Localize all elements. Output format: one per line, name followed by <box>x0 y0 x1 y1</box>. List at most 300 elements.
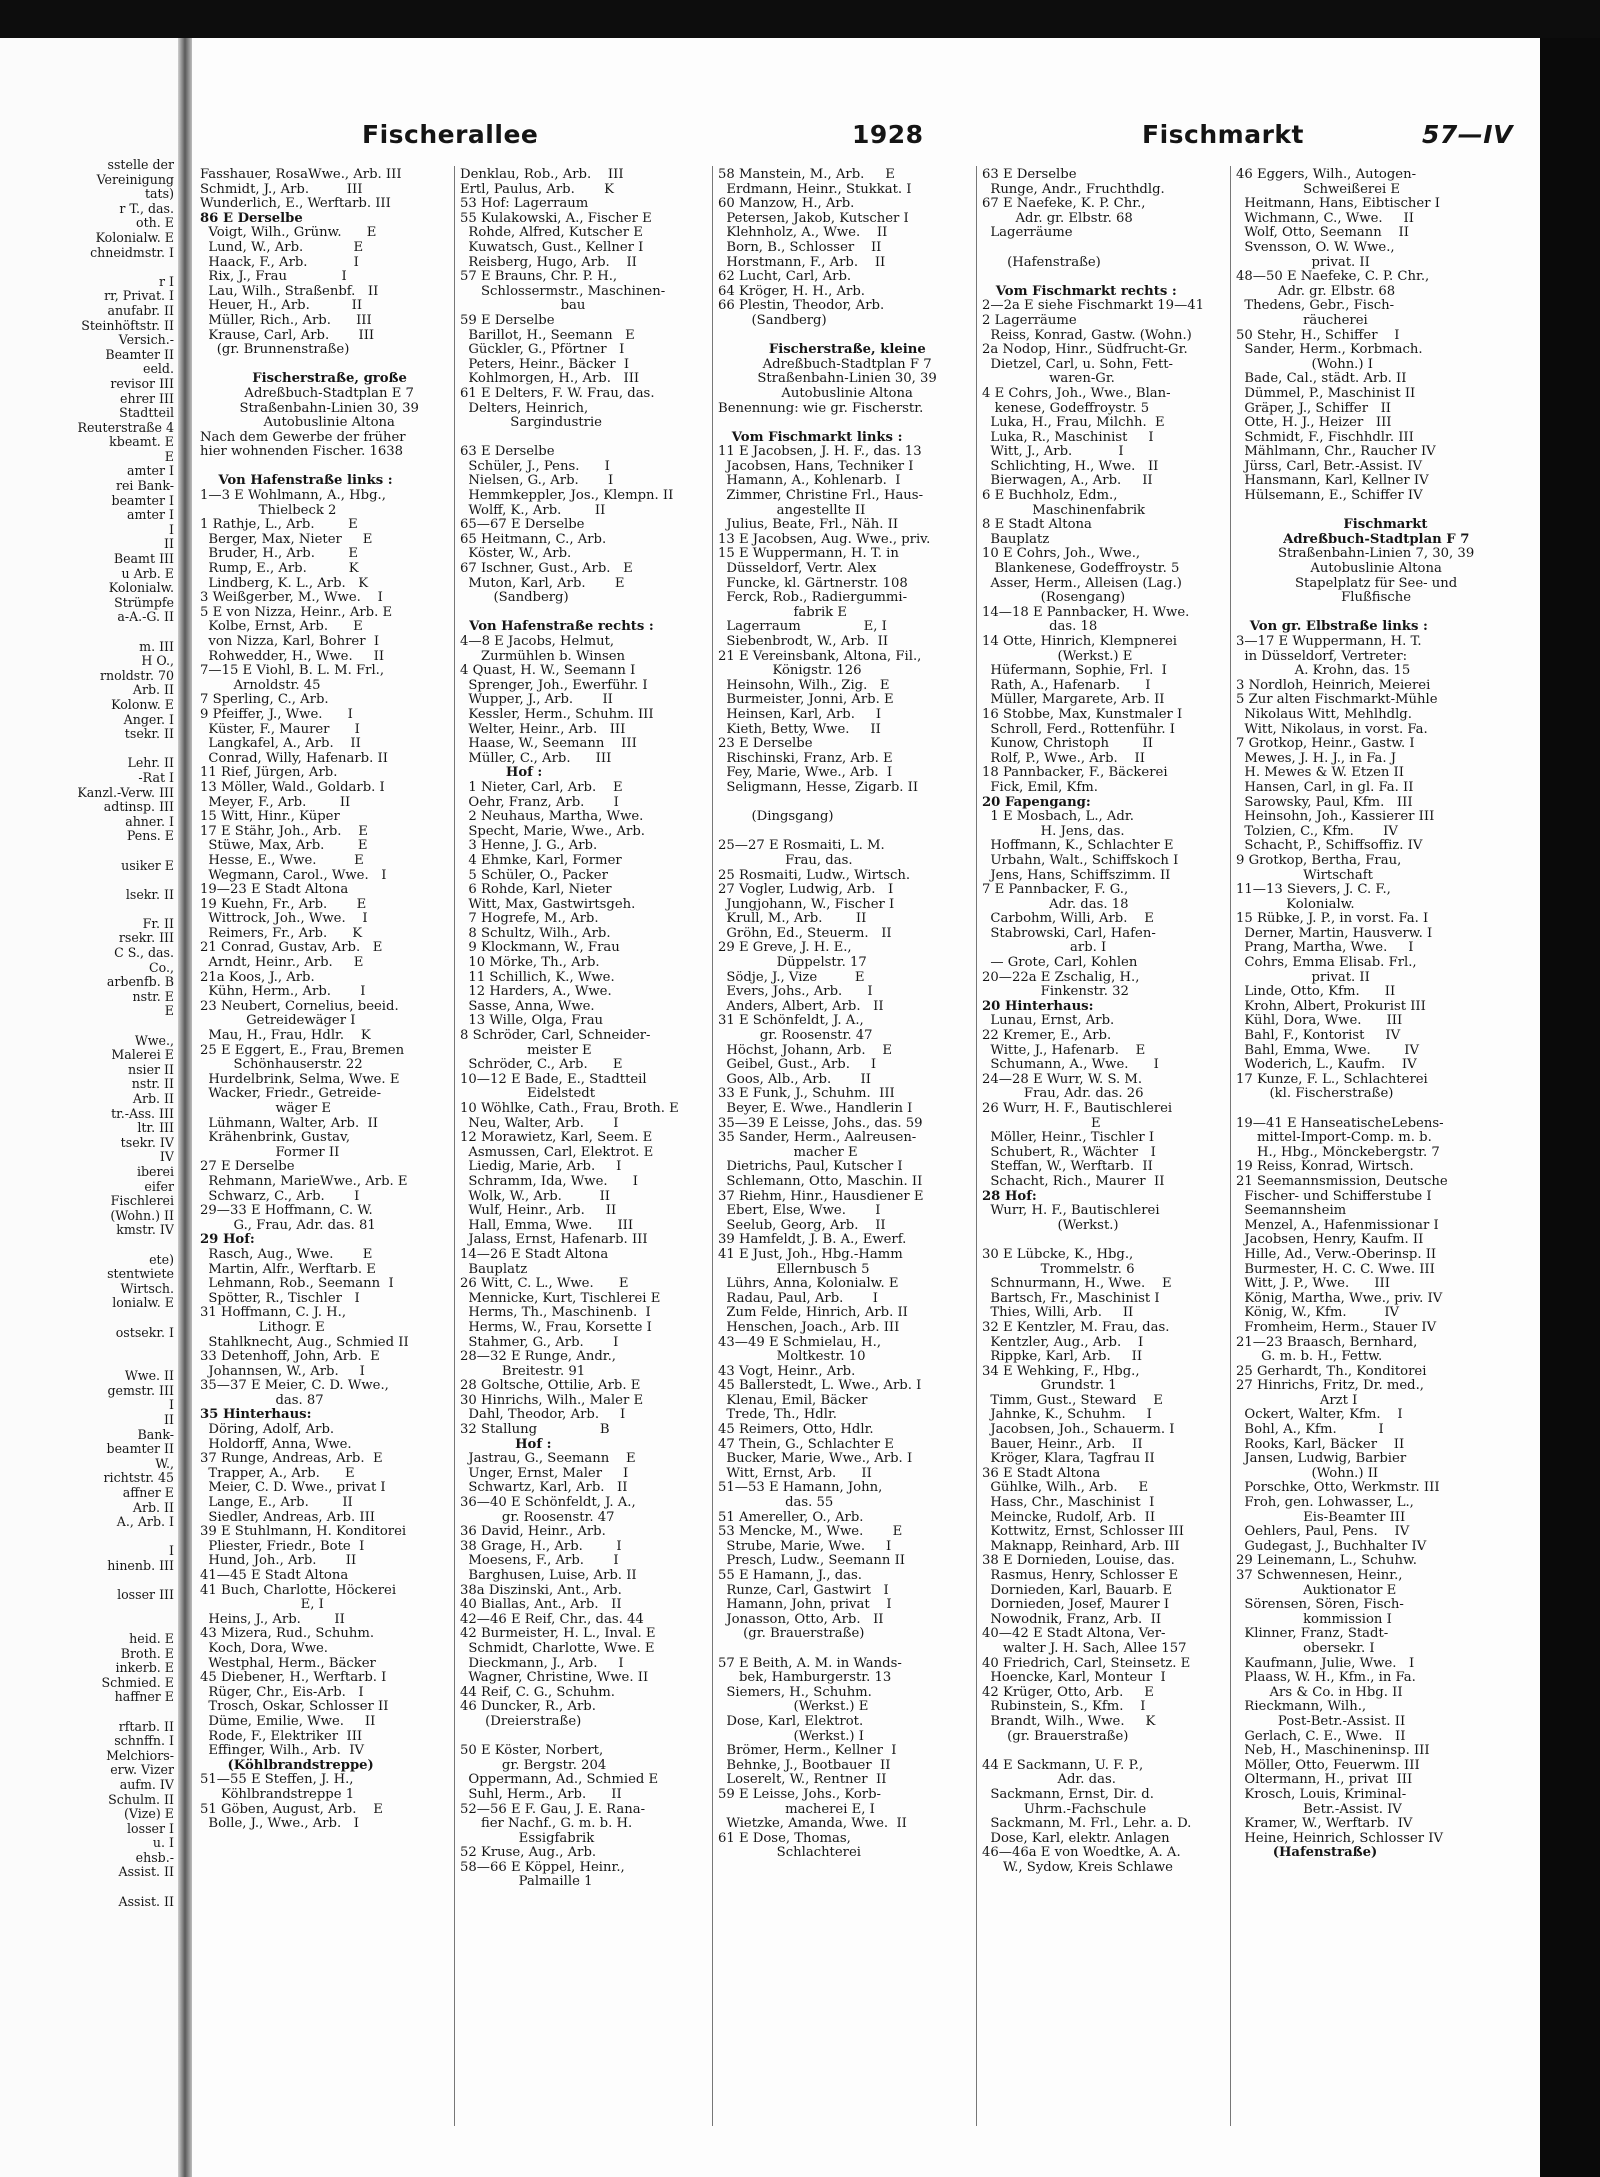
previous-page-fragment: nstr. E <box>132 988 174 1004</box>
directory-entry-line: Jahnke, K., Schuhm. I <box>982 1407 1152 1423</box>
directory-entry-line: Gröhn, Ed., Steuerm. II <box>718 925 892 941</box>
directory-entry-line: Steffan, W., Werftarb. II <box>982 1159 1153 1175</box>
previous-page-fragment: rei Bank- <box>115 478 174 494</box>
directory-entry-line: 53 Hof: Lagerraum <box>460 196 589 212</box>
directory-entry-line: 39 E Stuhlmann, H. Konditorei <box>200 1524 407 1540</box>
directory-column-2 <box>460 168 708 1890</box>
directory-entry-line: 61 E Delters, F. W. Frau, das. <box>460 385 655 401</box>
directory-entry-line: Ellernbusch 5 <box>718 1261 870 1277</box>
previous-page-fragment: Malerei E <box>111 1047 174 1063</box>
directory-entry-line: Brömer, Herm., Kellner I <box>718 1743 897 1759</box>
directory-entry-line: Wolk, W., Arb. II <box>460 1188 611 1204</box>
directory-entry-line: 46—46a E von Woedtke, A. A. <box>982 1845 1181 1861</box>
previous-page-fragment: ostsekr. I <box>115 1324 174 1340</box>
directory-entry-line <box>718 329 972 344</box>
previous-page-fragment: affner E <box>122 1485 174 1501</box>
directory-entry-line: Schlichting, H., Wwe. II <box>982 458 1159 474</box>
previous-page-fragment <box>4 1880 174 1895</box>
directory-entry-line: Vom Fischmarkt links : <box>718 429 903 445</box>
directory-entry-line: Presch, Ludw., Seemann II <box>718 1553 905 1569</box>
directory-entry-line: Petersen, Jakob, Kutscher I <box>718 210 909 226</box>
previous-page-fragment: Wwe. II <box>124 1368 174 1384</box>
previous-page-fragment <box>4 873 174 888</box>
directory-entry-line: Asser, Herm., Alleisen (Lag.) <box>982 575 1182 591</box>
previous-page-fragment: IV <box>159 1149 174 1165</box>
previous-page-fragment: rr, Privat. I <box>104 288 174 304</box>
previous-page-fragment: tr.-Ass. III <box>111 1105 174 1121</box>
directory-entry-line: Lund, W., Arb. E <box>200 239 364 255</box>
directory-entry-line <box>200 460 450 475</box>
previous-page-fragment: A., Arb. I <box>116 1514 174 1530</box>
directory-entry-line: Seelub, Georg, Arb. II <box>718 1217 886 1233</box>
previous-page-fragment <box>4 1238 174 1253</box>
directory-entry-line: Mählmann, Chr., Raucher IV <box>1236 444 1436 460</box>
directory-entry-line: 45 Diebener, H., Werftarb. I <box>200 1670 387 1686</box>
previous-page-fragment <box>4 1705 174 1720</box>
directory-entry-line: Schwarz, C., Arb. I <box>200 1188 360 1204</box>
previous-page-fragment: inkerb. E <box>115 1660 174 1676</box>
directory-entry-line: Oehlers, Paul, Pens. IV <box>1236 1524 1410 1540</box>
header-page-number: 57—IV <box>1422 120 1513 149</box>
directory-entry-line: Post-Betr.-Assist. II <box>1236 1713 1406 1729</box>
directory-entry-line: Dietrichs, Paul, Kutscher I <box>718 1159 903 1175</box>
directory-entry-line: Ertl, Paulus, Arb. K <box>460 181 614 197</box>
directory-entry-line: Dose, Karl, Elektrot. <box>718 1713 864 1729</box>
directory-entry-line: 13 Möller, Wald., Goldarb. I <box>200 779 385 795</box>
directory-entry-line: 17 Kunze, F. L., Schlachterei <box>1236 1071 1428 1087</box>
directory-entry-line: Lithogr. E <box>200 1319 325 1335</box>
directory-entry-line: Müller, C., Arb. III <box>460 750 612 766</box>
previous-page-fragment: Broth. E <box>120 1645 174 1661</box>
directory-entry-line: Schroll, Ferd., Rottenführ. I <box>982 721 1175 737</box>
previous-page-fragment: revisor III <box>110 375 174 391</box>
directory-entry-line: Westphal, Herm., Bäcker <box>200 1655 376 1671</box>
directory-entry-line: Fischer- und Schifferstube I <box>1236 1188 1432 1204</box>
previous-page-fragment: Fr. II <box>142 915 174 931</box>
previous-page-fragment: Wwe., <box>134 1032 174 1048</box>
directory-entry-line: 10—12 E Bade, E., Stadtteil <box>460 1071 647 1087</box>
directory-entry-line: Luka, H., Frau, Milchh. E <box>982 415 1165 431</box>
previous-page-fragment: m. III <box>139 638 174 654</box>
directory-entry-line: Stüwe, Max, Arb. E <box>200 838 368 854</box>
directory-entry-line: Luka, R., Maschinist I <box>982 429 1154 445</box>
previous-page-fragment: eeld. <box>143 361 174 377</box>
column-rule <box>712 166 713 2126</box>
directory-entry-line: (Werkst.) I <box>718 1728 864 1744</box>
directory-entry-line: Froh, gen. Lohwasser, L., <box>1236 1495 1414 1511</box>
directory-entry-line: Runge, Andr., Fruchthdlg. <box>982 181 1165 197</box>
directory-entry-line: 36 E Stadt Altona <box>982 1465 1101 1481</box>
directory-entry-line: 21 Conrad, Gustav, Arb. E <box>200 940 383 956</box>
directory-entry-line: (Köhlbrandstreppe) <box>200 1757 374 1773</box>
directory-entry-line: Suhl, Herm., Arb. II <box>460 1786 622 1802</box>
directory-entry-line: 11 Rief, Jürgen, Arb. <box>200 765 338 781</box>
directory-entry-line: 23 E Derselbe <box>718 736 813 752</box>
directory-entry-line: Rohde, Alfred, Kutscher E <box>460 225 643 241</box>
directory-entry-line: 63 E Derselbe <box>982 168 1077 182</box>
previous-page-fragment <box>4 902 174 917</box>
directory-entry-line: Plaass, W. H., Kfm., in Fa. <box>1236 1670 1416 1686</box>
directory-entry-line: Köster, W., Arb. <box>460 546 572 562</box>
previous-page-fragment: Schulm. II <box>108 1791 174 1807</box>
directory-entry-line: Haack, F., Arb. I <box>200 254 359 270</box>
directory-entry-line: Dornieden, Josef, Maurer I <box>982 1597 1170 1613</box>
previous-page-fragment: ehrer III <box>120 390 174 406</box>
previous-page-fragment: II <box>164 536 174 552</box>
directory-entry-line: 86 E Derselbe <box>200 210 303 226</box>
directory-entry-line: Döring, Adolf, Arb. <box>200 1422 335 1438</box>
directory-entry-line: Wupper, J., Arb. II <box>460 692 613 708</box>
directory-entry-line: (Hafenstraße) <box>1236 1845 1378 1861</box>
previous-page-fragment: nstr. II <box>131 1076 174 1092</box>
directory-entry-line: Kolbe, Ernst, Arb. E <box>200 619 363 635</box>
directory-entry-line: Wittrock, Joh., Wwe. I <box>200 911 368 927</box>
directory-entry-line: 21 Seemannsmission, Deutsche <box>1236 1173 1448 1189</box>
directory-entry-line: Von gr. Elbstraße links : <box>1236 619 1428 635</box>
previous-page-fragment: gemstr. III <box>107 1382 174 1398</box>
directory-entry-line: Fischerstraße, große <box>243 371 407 387</box>
directory-entry-line: Liedig, Marie, Arb. I <box>460 1159 622 1175</box>
previous-page-fragment: Kolonw. E <box>111 696 174 712</box>
directory-entry-line: 21—23 Braasch, Bernhard, <box>1236 1334 1418 1350</box>
previous-page-fragment: Lehr. II <box>127 755 174 771</box>
directory-entry-line: Fick, Emil, Kfm. <box>982 779 1098 795</box>
directory-entry-line: Geibel, Gust., Arb. I <box>718 1057 877 1073</box>
directory-entry-line: Fischerstraße, kleine <box>764 342 926 358</box>
directory-entry-line: 32 Stallung B <box>460 1422 610 1438</box>
directory-entry-line: Klinner, Franz, Stadt- <box>1236 1626 1389 1642</box>
directory-entry-line: Königstr. 126 <box>718 663 862 679</box>
directory-entry-line: 57 E Brauns, Chr. P. H., <box>460 269 618 285</box>
directory-entry-line: Svensson, O. W. Wwe., <box>1236 239 1395 255</box>
directory-entry-line: Trommelstr. 6 <box>982 1261 1135 1277</box>
directory-entry-line: Kessler, Herm., Schuhm. III <box>460 706 654 722</box>
directory-entry-line: Born, B., Schlosser II <box>718 239 882 255</box>
directory-entry-line: Moesens, F., Arb. I <box>460 1553 619 1569</box>
directory-entry-line: 8 Schultz, Wilh., Arb. <box>460 925 611 941</box>
directory-entry-line: 2a Nodop, Hinr., Südfrucht-Gr. <box>982 342 1188 358</box>
directory-entry-line: Köhlbrandstreppe 1 <box>200 1786 355 1802</box>
directory-entry-line: Kolonialw. <box>1236 896 1355 912</box>
directory-entry-line: 19—41 E HanseatischeLebens- <box>1236 1115 1444 1131</box>
directory-entry-line: Dietzel, Carl, u. Sohn, Fett- <box>982 356 1173 372</box>
directory-entry-line: das. 55 <box>718 1495 834 1511</box>
directory-entry-line: Schumann, A., Wwe. I <box>982 1057 1159 1073</box>
directory-entry-line: 4—8 E Jacobs, Helmut, <box>460 634 615 649</box>
directory-entry-line: 21 E Vereinsbank, Altona, Fil., <box>718 648 922 664</box>
directory-entry-line: 30 E Lübcke, K., Hbg., <box>982 1246 1134 1262</box>
directory-column-3 <box>718 168 972 1861</box>
previous-page-fragment: Pens. E <box>126 828 174 844</box>
directory-entry-line: 14 Otte, Hinrich, Klempnerei <box>982 634 1178 649</box>
directory-entry-line: H., Hbg., Mönckebergstr. 7 <box>1236 1144 1440 1160</box>
directory-entry-line: Menzel, A., Hafenmissionar I <box>1236 1217 1439 1233</box>
directory-entry-line: von Nizza, Karl, Bohrer I <box>200 634 380 649</box>
previous-page-fragment <box>4 625 174 640</box>
directory-entry-line: 29 Leinemann, L., Schuhw. <box>1236 1553 1417 1569</box>
directory-entry-line: 47 Thein, G., Schlachter E <box>718 1436 894 1452</box>
book-gutter <box>178 38 192 2177</box>
previous-page-fragment: Fischlerei <box>110 1193 174 1209</box>
directory-entry-line: 4 E Cohrs, Joh., Wwe., Blan- <box>982 385 1171 401</box>
directory-entry-line: Autobuslinie Altona <box>777 385 913 401</box>
directory-entry-line: Kunow, Christoph II <box>982 736 1153 752</box>
directory-entry-line: 23 Neubert, Cornelius, beeid. <box>200 998 399 1014</box>
directory-entry-line: Straßenbahn-Linien 7, 30, 39 <box>1273 546 1475 562</box>
directory-entry-line: Bauplatz <box>982 531 1050 547</box>
directory-entry-line: 13 Wille, Olga, Frau <box>460 1013 604 1029</box>
directory-entry-line: Burmester, H. C. C. Wwe. III <box>1236 1261 1435 1277</box>
previous-page-fragment: II <box>164 1412 174 1428</box>
header-street-right: Fischmarkt <box>1142 120 1304 149</box>
directory-entry-line: Sackmann, M. Frl., Lehr. a. D. <box>982 1816 1192 1832</box>
directory-entry-line: Nikolaus Witt, Mehlhdlg. <box>1236 706 1412 722</box>
previous-page-fragment: Melchiors- <box>106 1747 174 1763</box>
directory-entry-line: (kl. Fischerstraße) <box>1236 1086 1394 1102</box>
directory-entry-line: Lührs, Anna, Kolonialw. E <box>718 1276 899 1292</box>
directory-entry-line: Finkenstr. 32 <box>982 984 1129 1000</box>
previous-page-fragment <box>4 742 174 757</box>
directory-entry-line: Bruder, H., Arb. E <box>200 546 359 562</box>
previous-page-fragment: aufm. IV <box>119 1776 174 1792</box>
directory-entry-line: Bucker, Marie, Wwe., Arb. I <box>718 1451 913 1467</box>
header-year: 1928 <box>852 120 924 149</box>
directory-entry-line: Straßenbahn-Linien 30, 39 <box>753 371 937 387</box>
directory-entry-line: 20 Hinterhaus: <box>982 998 1094 1014</box>
directory-entry-line: Hille, Ad., Verw.-Oberinsp. II <box>1236 1246 1437 1262</box>
directory-entry-line: 35—37 E Meier, C. D. Wwe., <box>200 1378 389 1394</box>
directory-entry-line: 3 Nordloh, Heinrich, Meierei <box>1236 677 1431 693</box>
directory-entry-line: Bahl, F., Kontorist IV <box>1236 1028 1401 1044</box>
directory-entry-line: (Hafenstraße) <box>982 254 1101 270</box>
directory-entry-line: Reimers, Fr., Arb. K <box>200 925 363 941</box>
directory-entry-line: Strube, Marie, Wwe. I <box>718 1538 892 1554</box>
directory-entry-line: Düsseldorf, Vertr. Alex <box>718 561 877 577</box>
directory-entry-line: Goos, Alb., Arb. II <box>718 1071 871 1087</box>
directory-entry-line: 24—28 E Wurr, W. S. M. <box>982 1071 1143 1087</box>
previous-page-fragment: Kolonialw. E <box>95 229 174 245</box>
directory-entry-line: Tolzien, C., Kfm. IV <box>1236 823 1398 839</box>
directory-entry-line: Adreßbuch-Stadtplan F 7 <box>1278 531 1470 547</box>
directory-entry-line: Asmussen, Carl, Elektrot. E <box>460 1144 654 1160</box>
previous-page-fragment: kmstr. IV <box>116 1222 174 1238</box>
previous-page-fragment: Arb. II <box>132 1091 174 1106</box>
directory-entry-line: 9 Klockmann, W., Frau <box>460 940 620 956</box>
directory-entry-line: Fey, Marie, Wwe., Arb. I <box>718 765 893 781</box>
directory-entry-line: Thielbeck 2 <box>200 502 337 518</box>
directory-entry-line: Jürss, Carl, Betr.-Assist. IV <box>1236 458 1423 474</box>
directory-entry-line: 15 Rübke, J. P., in vorst. Fa. I <box>1236 911 1429 927</box>
directory-entry-line: 29 Hof: <box>200 1232 255 1248</box>
directory-entry-line: 45 Ballerstedt, L. Wwe., Arb. I <box>718 1378 922 1394</box>
directory-entry-line: 46 Duncker, R., Arb. <box>460 1699 596 1715</box>
previous-page-fragment: H O., <box>141 653 174 669</box>
directory-entry-line: 27 Hinrichs, Fritz, Dr. med., <box>1236 1378 1424 1394</box>
header-street-left: Fischerallee <box>362 120 539 149</box>
directory-entry-line: Denklau, Rob., Arb. III <box>460 168 624 182</box>
directory-entry-line: 51 Göben, August, Arb. E <box>200 1801 383 1817</box>
directory-entry-line: Rehmann, MarieWwe., Arb. E <box>200 1173 408 1189</box>
directory-entry-line: Oehr, Franz, Arb. I <box>460 794 619 810</box>
previous-page-fragment <box>4 1019 174 1034</box>
directory-entry-line: Linde, Otto, Kfm. II <box>1236 984 1396 1000</box>
directory-entry-line: 11 E Jacobsen, J. H. F., das. 13 <box>718 444 922 460</box>
directory-entry-line: Delters, Heinrich, <box>460 400 589 416</box>
directory-entry-line: Wolff, K., Arb. II <box>460 502 606 518</box>
directory-entry-line: 60 Manzow, H., Arb. <box>718 196 855 212</box>
directory-entry-line: (Wohn.) I <box>1236 356 1373 372</box>
previous-page-fragment: Schmied. E <box>101 1674 174 1690</box>
previous-page-fragment: haffner E <box>114 1689 174 1705</box>
directory-entry-line: Bierwagen, A., Arb. II <box>982 473 1153 489</box>
directory-entry-line: Koch, Dora, Wwe. <box>200 1640 328 1656</box>
directory-entry-line: Bauer, Heinr., Arb. II <box>982 1436 1143 1452</box>
directory-entry-line: Hansmann, Karl, Kellner IV <box>1236 473 1429 489</box>
directory-entry-line: Schlachterei <box>718 1845 861 1861</box>
previous-page-fragment: iberei <box>136 1163 174 1179</box>
directory-entry-line: 5 Zur alten Fischmarkt-Mühle <box>1236 692 1438 708</box>
previous-page-fragment: heid. E <box>129 1630 174 1646</box>
directory-entry-line: Kaufmann, Julie, Wwe. I <box>1236 1655 1415 1671</box>
directory-entry-line: 25 Rosmaiti, Ludw., Wirtsch. <box>718 867 911 883</box>
directory-entry-line: Rode, F., Elektriker III <box>200 1728 363 1744</box>
previous-page-fragment: adtinsp. III <box>103 799 174 815</box>
directory-entry-line: 7 Hogrefe, M., Arb. <box>460 911 599 927</box>
directory-entry-line: König, Martha, Wwe., priv. IV <box>1236 1290 1443 1306</box>
directory-entry-line: Kramer, W., Werftarb. IV <box>1236 1816 1413 1832</box>
previous-page-fragment: -Rat I <box>138 769 174 785</box>
scan-border-right <box>1540 38 1600 2177</box>
previous-page-fragment: Versich.- <box>118 332 174 348</box>
directory-entry-line: 44 Reif, C. G., Schuhm. <box>460 1684 615 1700</box>
directory-entry-line: 36 David, Heinr., Arb. <box>460 1524 606 1540</box>
directory-entry-line: Adreßbuch-Stadtplan F 7 <box>758 356 932 372</box>
directory-entry-line: W., Sydow, Kreis Schlawe <box>982 1859 1173 1875</box>
directory-entry-line: H. Mewes & W. Etzen II <box>1236 765 1404 781</box>
previous-page-fragment <box>4 260 174 275</box>
directory-entry-line: Blankenese, Godeffroystr. 5 <box>982 561 1180 577</box>
directory-entry-line: Schüler, J., Pens. I <box>460 458 610 474</box>
directory-entry-line: Schubert, R., Wächter I <box>982 1144 1156 1160</box>
directory-entry-line: Gückler, G., Pförtner I <box>460 342 625 358</box>
directory-column-1 <box>200 168 450 1832</box>
directory-entry-line: Hüfermann, Sophie, Frl. I <box>982 663 1167 679</box>
directory-entry-line: Frau, das. <box>718 852 853 868</box>
directory-entry-line: Von Hafenstraße rechts : <box>460 619 654 635</box>
directory-entry-line: Sasse, Anna, Wwe. <box>460 998 595 1014</box>
directory-entry-line: Nowodnik, Franz, Arb. II <box>982 1611 1162 1627</box>
directory-entry-line <box>982 241 1226 256</box>
previous-page-fragment: amter I <box>127 463 174 479</box>
directory-entry-line: Rieckmann, Wilh., <box>1236 1699 1367 1715</box>
directory-entry-line: Lunau, Ernst, Arb. <box>982 1013 1115 1029</box>
previous-page-fragment: I <box>169 1543 174 1559</box>
directory-entry-line: 7 Sperling, C., Arb. <box>200 692 329 708</box>
directory-entry-line: H. Jens, das. <box>982 823 1125 839</box>
directory-entry-line: Witt, Nikolaus, in vorst. Fa. <box>1236 721 1428 737</box>
directory-entry-line: Cohrs, Emma Elisab. Frl., <box>1236 955 1417 971</box>
previous-page-fragment: rsekr. III <box>118 930 174 946</box>
directory-entry-line: 58 Manstein, M., Arb. E <box>718 168 895 182</box>
directory-entry-line: (gr. Brauerstraße) <box>718 1626 865 1642</box>
previous-page-fragment: Bank- <box>137 1426 174 1442</box>
directory-entry-line: räucherei <box>1236 312 1368 328</box>
directory-entry-line: Krause, Carl, Arb. III <box>200 327 375 343</box>
directory-entry-line: Herms, W., Frau, Korsette I <box>460 1319 652 1335</box>
directory-entry-line: 52 Kruse, Aug., Arb. <box>460 1845 597 1861</box>
directory-entry-line: Lagerräume <box>982 225 1073 241</box>
directory-entry-line: König, W., Kfm. IV <box>1236 1305 1400 1321</box>
directory-entry-line: Heinsen, Karl, Arb. I <box>718 706 882 722</box>
directory-entry-line: Henschen, Joach., Arb. III <box>718 1319 900 1335</box>
directory-entry-line: gr. Bergstr. 204 <box>460 1757 607 1773</box>
directory-entry-line: 33 Detenhoff, John, Arb. E <box>200 1349 380 1365</box>
previous-page-fragment: (Wohn.) II <box>110 1207 174 1223</box>
previous-page-fragment: C S., das. <box>114 945 174 961</box>
directory-entry-line: 10 Wöhlke, Cath., Frau, Broth. E <box>460 1101 679 1116</box>
previous-page-fragment: Arb. II <box>132 682 174 698</box>
directory-entry-line: Lehmann, Rob., Seemann I <box>200 1276 394 1292</box>
directory-entry-line: walter J. H. Sach, Allee 157 <box>982 1640 1187 1656</box>
directory-entry-line: 25 E Eggert, E., Frau, Bremen <box>200 1042 405 1058</box>
directory-entry-line: Wichmann, C., Wwe. II <box>1236 210 1414 226</box>
previous-page-fragment: kbeamt. E <box>109 434 174 450</box>
directory-entry-line: Hoffmann, K., Schlachter E <box>982 838 1174 854</box>
directory-entry-line: Reiss, Konrad, Gastw. (Wohn.) <box>982 327 1192 343</box>
directory-entry-line: Schlossermstr., Maschinen- <box>460 283 666 299</box>
directory-entry-line: Bolle, J., Wwe., Arb. I <box>200 1816 359 1832</box>
directory-entry-line: Krull, M., Arb. II <box>718 911 867 927</box>
directory-entry-line: kommission I <box>1236 1611 1392 1627</box>
directory-entry-line: Rasmus, Henry, Schlosser E <box>982 1568 1179 1583</box>
previous-page-fragment: I <box>169 1397 174 1413</box>
directory-entry-line: Schweißerei E <box>1236 181 1401 197</box>
directory-entry-line: Adr. gr. Elbstr. 68 <box>982 210 1133 226</box>
directory-entry-line: Bade, Cal., städt. Arb. II <box>1236 371 1407 387</box>
directory-entry-line: 35 Hinterhaus: <box>200 1407 312 1423</box>
directory-entry-line: 30 Hinrichs, Wilh., Maler E <box>460 1392 644 1408</box>
directory-entry-line: 67 Ischner, Gust., Arb. E <box>460 561 633 577</box>
directory-entry-line: Straßenbahn-Linien 30, 39 <box>231 400 419 416</box>
directory-entry-line: 2 Neuhaus, Martha, Wwe. <box>460 809 644 825</box>
previous-page-column <box>4 158 174 1909</box>
directory-entry-line: Brandt, Wilh., Wwe. K <box>982 1713 1156 1729</box>
directory-column-5 <box>1236 168 1512 1861</box>
directory-entry-line: 20 Fapengang: <box>982 794 1091 810</box>
previous-page-fragment: lsekr. II <box>125 886 174 902</box>
previous-page-fragment: r I <box>159 273 174 289</box>
directory-entry-line: 64 Kröger, H. H., Arb. <box>718 283 865 299</box>
previous-page-fragment: tats) <box>144 186 174 202</box>
directory-entry-line: 1 Nieter, Carl, Arb. E <box>460 779 623 795</box>
directory-entry-line: Kieth, Betty, Wwe. II <box>718 721 881 737</box>
directory-entry-line: 11—13 Sievers, J. C. F., <box>1236 882 1391 898</box>
directory-entry-line: Witt, J. P., Wwe. III <box>1236 1276 1390 1292</box>
directory-entry-line: 16 Stobbe, Max, Kunstmaler I <box>982 706 1183 722</box>
directory-entry-line: Arndt, Heinr., Arb. E <box>200 955 364 971</box>
previous-page-fragment: Reuterstraße 4 <box>77 419 174 435</box>
previous-page-fragment: chneidmstr. I <box>90 244 174 260</box>
directory-entry-line: 12 Harders, A., Wwe. <box>460 984 612 1000</box>
directory-entry-line: Uhrm.-Fachschule <box>982 1801 1147 1817</box>
directory-entry-line: 55 Kulakowski, A., Fischer E <box>460 210 652 226</box>
directory-entry-line: Rath, A., Hafenarb. I <box>982 677 1151 693</box>
previous-page-fragment: Arb. II <box>132 1499 174 1515</box>
directory-entry-line: (Wohn.) II <box>1236 1465 1379 1481</box>
directory-entry-line: 4 Quast, H. W., Seemann I <box>460 663 636 679</box>
directory-entry-line: Prang, Martha, Wwe. I <box>1236 940 1414 956</box>
directory-entry-line: 6 E Buchholz, Edm., <box>982 488 1118 504</box>
